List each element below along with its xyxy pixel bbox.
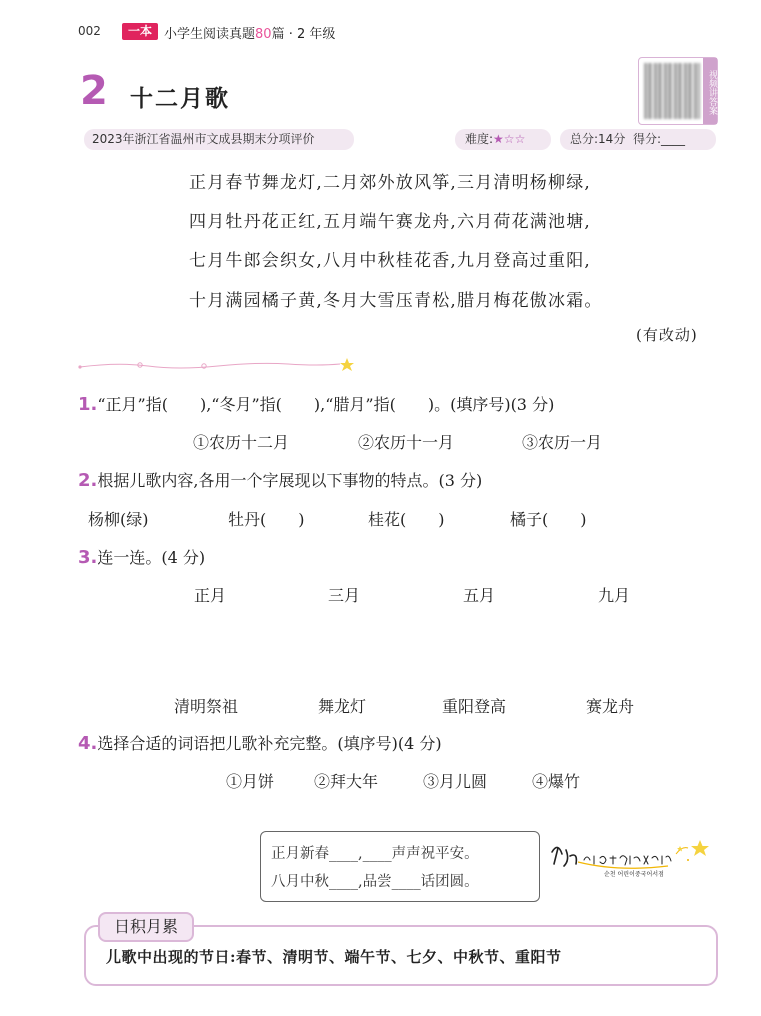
q3-event-1: 清明祭祖: [174, 697, 239, 716]
difficulty-label: 难度:: [465, 132, 494, 146]
q3-month-3: 五月: [463, 586, 496, 605]
q4-option-1: ①月饼: [226, 772, 275, 791]
question-2-text: 根据儿歌内容,各用一个字展现以下事物的特点。(3 分): [97, 471, 483, 490]
page-number: 002: [78, 24, 101, 38]
q4-fill-line-2[interactable]: 八月中秋____,品尝____话团圆。: [271, 874, 479, 890]
q4-option-2: ②拜大年: [314, 772, 379, 791]
decorative-divider: [78, 356, 358, 376]
question-3: [78, 545, 205, 568]
q4-fill-box: [260, 831, 540, 902]
q2-item-orange: 橘子( ): [510, 510, 587, 529]
difficulty-stars: ★☆☆: [493, 132, 526, 146]
source-label: 2023年浙江省温州市文成县期末分项评价: [84, 129, 354, 150]
lesson-title: 十二月歌: [130, 85, 230, 112]
book-title: [164, 23, 335, 42]
score-got: 得分:____: [632, 132, 686, 146]
star-icon: [340, 358, 354, 371]
q2-item-osmanthus: 桂花( ): [368, 510, 445, 529]
q1-option-2: ②农历十一月: [358, 433, 455, 452]
question-4-number: 4.: [78, 733, 98, 754]
poem-note: (有改动): [636, 326, 698, 344]
q1-option-3: ③农历一月: [522, 433, 603, 452]
q3-event-3: 重阳登高: [442, 697, 507, 716]
qr-code-image: [644, 63, 700, 119]
watermark-text: 순천 어린이중국어서점: [604, 871, 664, 878]
accumulation-tab: 日积月累: [98, 912, 194, 942]
star-icon: [691, 840, 709, 856]
question-3-text: 连一连。(4 分): [97, 548, 206, 567]
question-2-number: 2.: [78, 470, 98, 491]
q3-event-4: 赛龙舟: [586, 697, 635, 716]
q1-option-1: ①农历十二月: [193, 433, 290, 452]
question-2: [78, 468, 482, 491]
score-badge: [560, 129, 716, 150]
question-1: [78, 392, 554, 415]
book-title-part2: 篇 · 2 年级: [271, 27, 336, 42]
question-3-number: 3.: [78, 547, 98, 568]
score-total: 总分:14分: [570, 132, 626, 146]
qr-side-label: 视频讲答案: [703, 58, 717, 124]
brand-logo: 一本: [122, 23, 158, 40]
accumulation-text: 儿歌中出现的节日:春节、清明节、端午节、七夕、中秋节、重阳节: [106, 948, 562, 966]
q2-item-peony: 牡丹( ): [228, 510, 305, 529]
question-4: [78, 731, 442, 754]
book-title-count: 80: [255, 27, 272, 42]
q3-event-2: 舞龙灯: [318, 697, 367, 716]
question-1-text: “正月”指( ),“冬月”指( ),“腊月”指( )。(填序号)(3 分): [97, 395, 555, 414]
q2-item-willow: 杨柳(绿): [88, 510, 149, 529]
qr-code[interactable]: [638, 57, 718, 125]
question-1-number: 1.: [78, 394, 98, 415]
watermark-signature: [548, 838, 713, 878]
q3-month-4: 九月: [598, 586, 631, 605]
poem-line-4: 十月满园橘子黄,冬月大雪压青松,腊月梅花傲冰霜。: [189, 291, 603, 311]
q3-month-1: 正月: [194, 586, 227, 605]
q4-option-4: ④爆竹: [532, 772, 581, 791]
q4-option-3: ③月儿圆: [423, 772, 488, 791]
poem-line-3: 七月牛郎会织女,八月中秋桂花香,九月登高过重阳,: [189, 251, 592, 271]
q3-month-2: 三月: [328, 586, 361, 605]
poem-line-1: 正月春节舞龙灯,二月郊外放风筝,三月清明杨柳绿,: [189, 173, 592, 193]
book-title-part1: 小学生阅读真题: [164, 27, 256, 42]
question-4-text: 选择合适的词语把儿歌补充完整。(填序号)(4 分): [97, 734, 442, 753]
lesson-number: 2: [80, 68, 108, 114]
difficulty-badge: [455, 129, 551, 150]
q4-fill-line-1[interactable]: 正月新春____,____声声祝平安。: [271, 846, 479, 862]
poem-line-2: 四月牡丹花正红,五月端午赛龙舟,六月荷花满池塘,: [189, 212, 592, 232]
